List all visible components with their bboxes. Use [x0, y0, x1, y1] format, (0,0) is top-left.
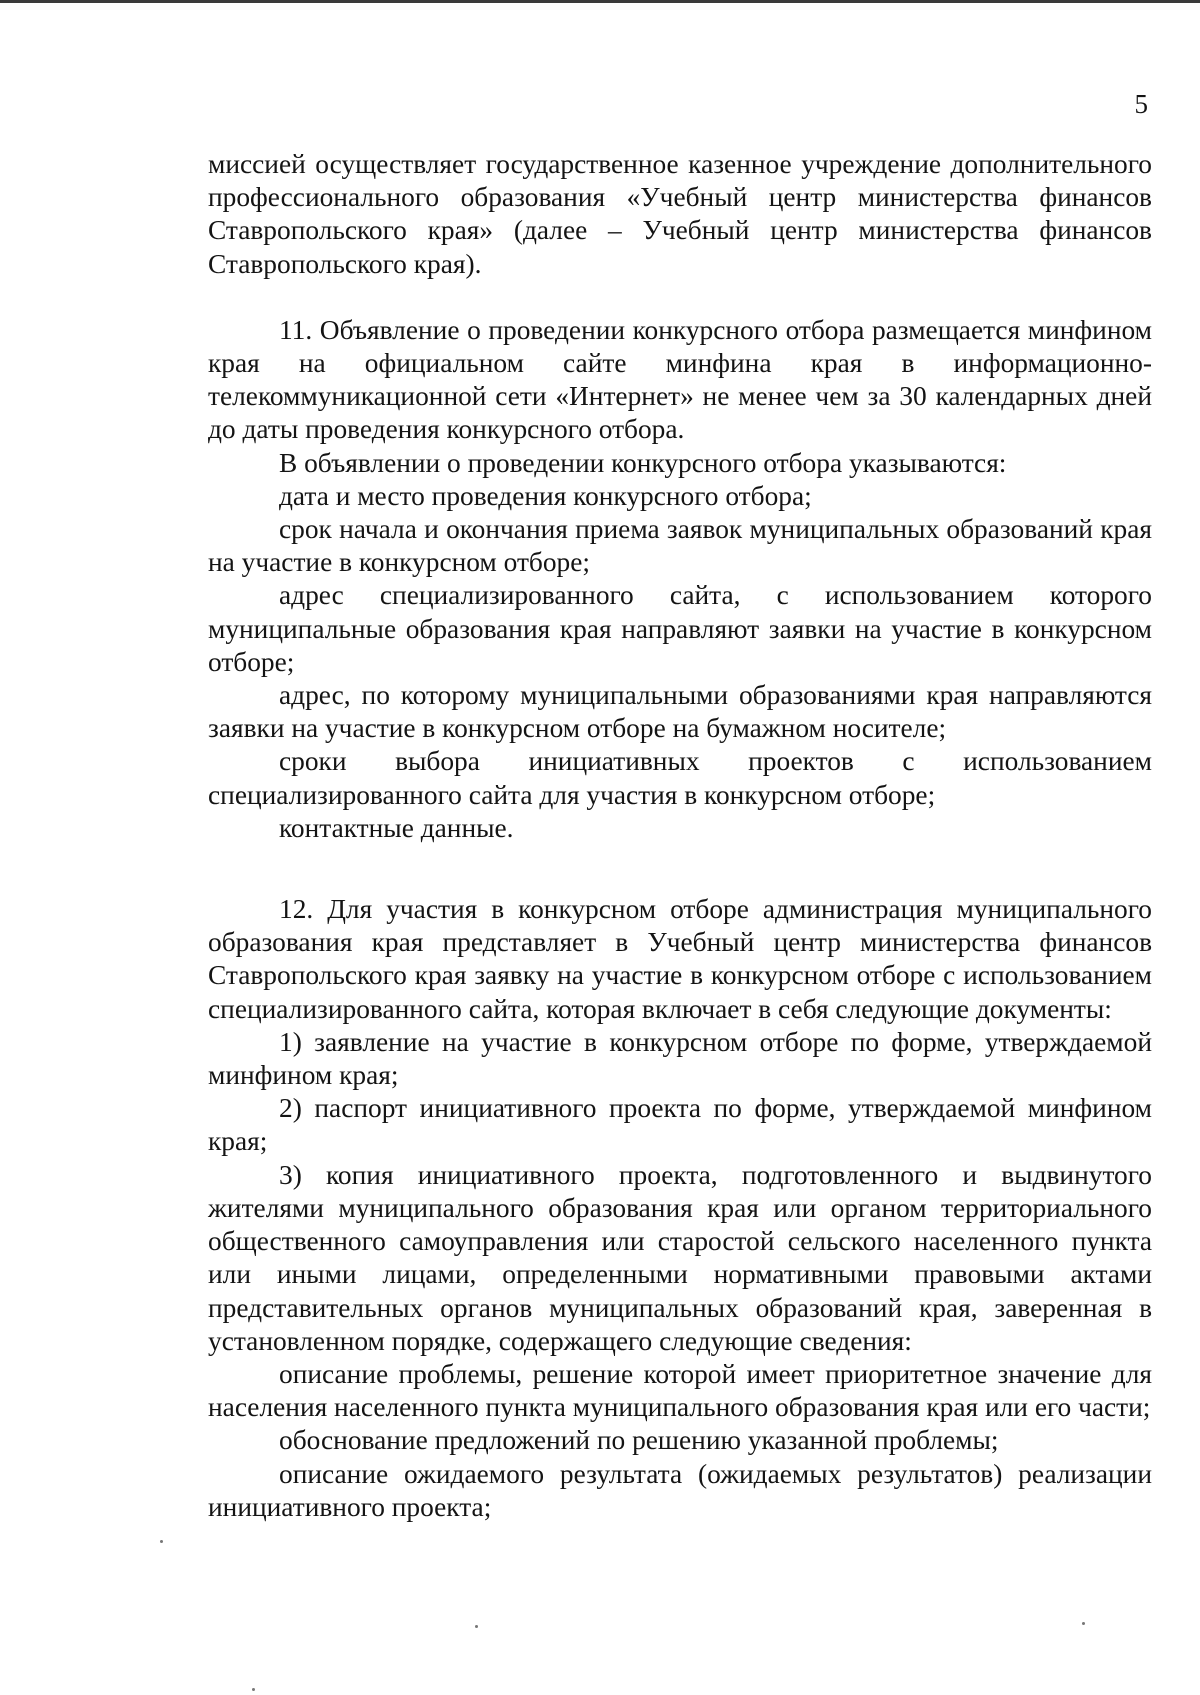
- document-body: [208, 148, 1152, 1524]
- paragraph-paper-address: адрес, по которому муниципальными образованиями края направляются заявки на участие в конкурсном отборе на бумажном носителе;: [208, 680, 1152, 744]
- paragraph-item-12: 12. Для участия в конкурсном отборе администрация муниципального образования края представляет в Учебный центр министерства финансов Ставропольского края заявку на участие в конкурсном отборе с использованием специализированного сайта, которая включает в себя следующие документы:: [208, 894, 1152, 1024]
- paragraph-application-period: срок начала и окончания приема заявок муниципальных образований края на участие в конкурсном отборе;: [208, 514, 1152, 578]
- scan-speck: [1082, 1622, 1085, 1625]
- scan-speck: [252, 1688, 255, 1691]
- paragraph-expected-results: описание ожидаемого результата (ожидаемых результатов) реализации инициативного проекта;: [208, 1458, 1152, 1522]
- paragraph-subitem-1: 1) заявление на участие в конкурсном отборе по форме, утверждаемой минфином края;: [208, 1026, 1152, 1091]
- paragraph-date-place: дата и место проведения конкурсного отбора;: [279, 480, 812, 511]
- paragraph-site-address: адрес специализированного сайта, с использованием которого муниципальные образования края направляют заявки на участие в конкурсном отборе;: [208, 580, 1152, 677]
- paragraph-subitem-3: 3) копия инициативного проекта, подготовленного и выдвинутого жителями муниципального образования края или органом территориального общественного самоуправления или старостой сельского населенного пункта или иными лицами, определенными нормативными правовыми актами представительных органов муниципальных образований края, заверенная в установленном порядке, содержащего следующие сведения:: [208, 1159, 1152, 1356]
- paragraph-announcement-intro: В объявлении о проведении конкурсного отбора указываются:: [279, 447, 1007, 478]
- paragraph-selection-terms: сроки выбора инициативных проектов с использованием специализированного сайта для участия в конкурсном отборе;: [208, 746, 1152, 810]
- paragraph-problem-description: описание проблемы, решение которой имеет приоритетное значение для населения населенного пункта муниципального образования края или его части;: [208, 1358, 1152, 1423]
- scan-speck: [475, 1625, 478, 1628]
- page-top-edge-line: [0, 0, 1200, 3]
- paragraph-item-11: 11. Объявление о проведении конкурсного отбора размещается минфином края на официальном сайте минфина края в информационно-телекоммуникационной сети «Интернет» не менее чем за 30 календарных дней до даты проведения конкурсного отбора.: [208, 314, 1152, 445]
- scan-speck: [160, 1540, 163, 1543]
- paragraph-continuation: миссией осуществляет государственное казенное учреждение дополнительного профессионального образования «Учебный центр министерства финансов Ставропольского края» (далее – Учебный центр министерства финансов Ставропольского края).: [208, 149, 1152, 279]
- paragraph-proposal-justification: обоснование предложений по решению указанной проблемы;: [279, 1425, 999, 1456]
- paragraph-contacts: контактные данные.: [279, 812, 514, 843]
- paragraph-subitem-2: 2) паспорт инициативного проекта по форме, утверждаемой минфином края;: [208, 1093, 1152, 1157]
- page-number: 5: [1134, 89, 1148, 119]
